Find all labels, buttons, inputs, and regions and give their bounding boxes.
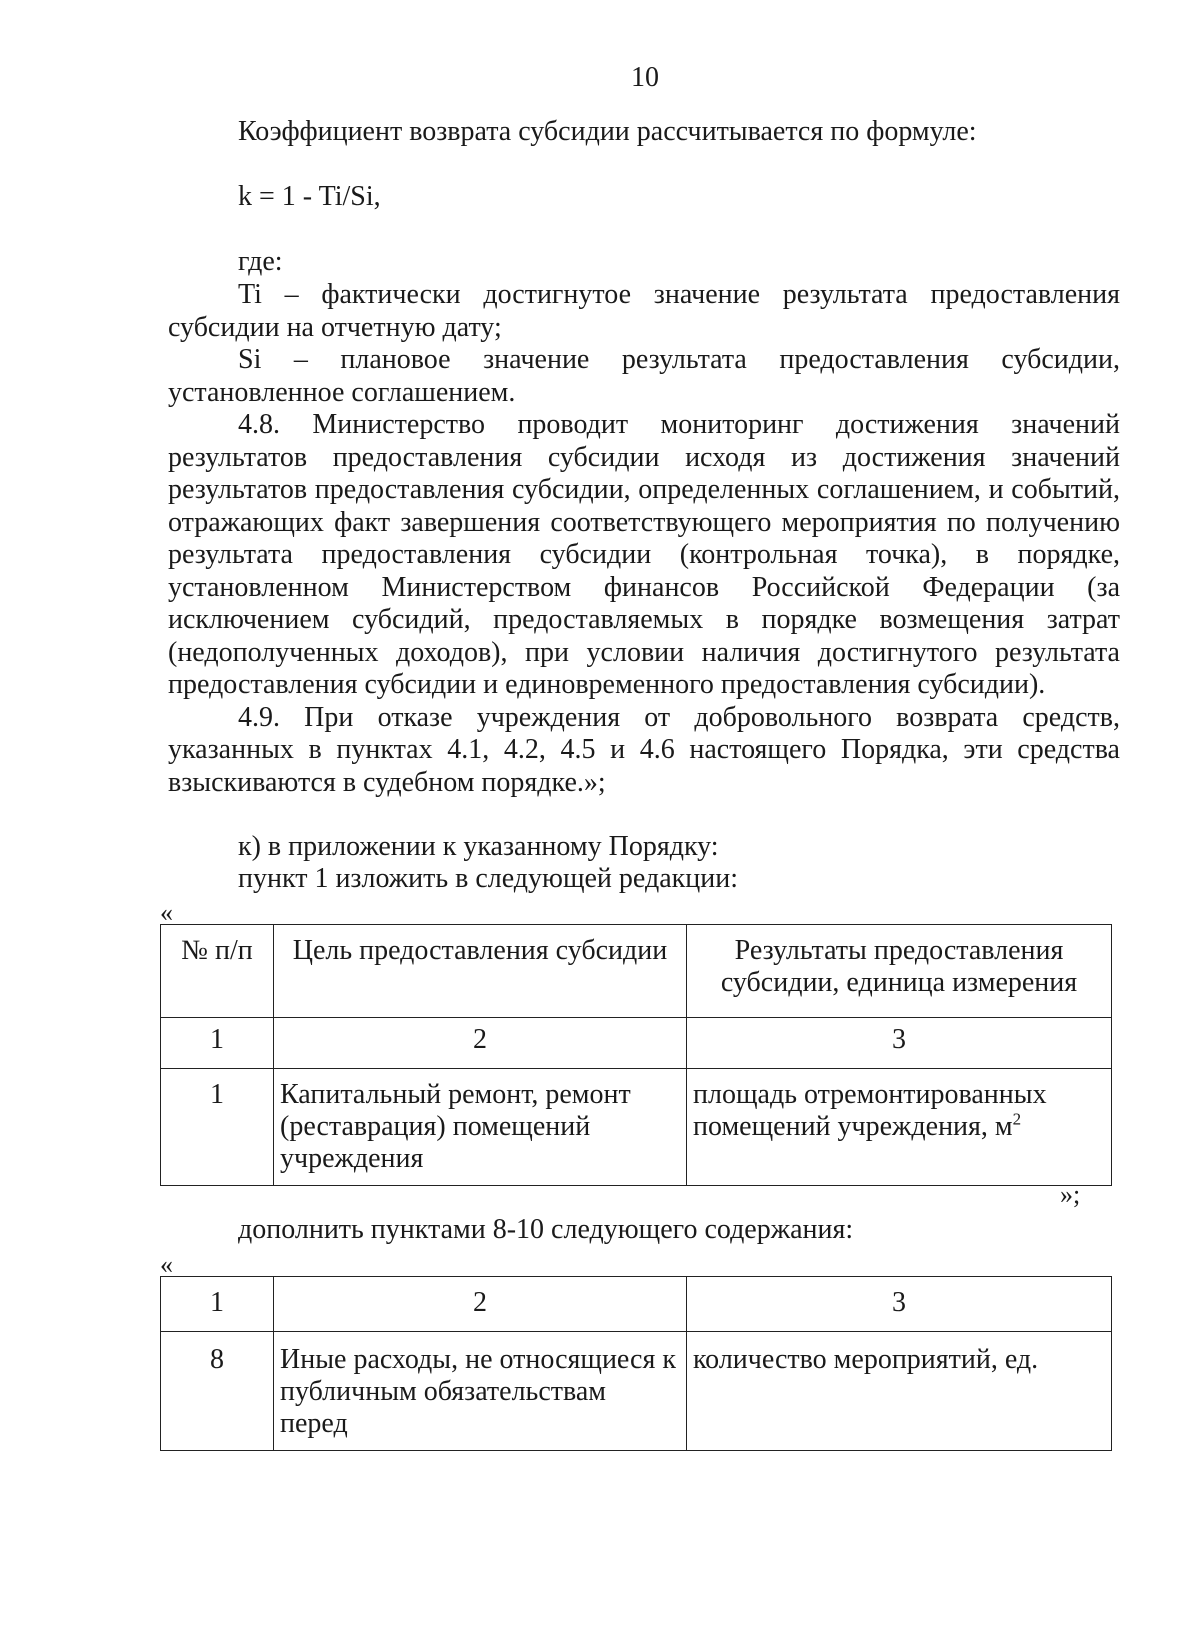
paragraph-4-8: 4.8. Министерство проводит мониторинг достижения значений результатов предоставления субсидии исходя из достижения значений результатов предоставления субсидии, определенных соглашением, и событий, отражающих факт завершения соответствующего мероприятия по получению результата предоставления субсидии (контрольная точка), в порядке, установленном Министерством финансов Российской Федерации (за исключением субсидий, предоставляемых в порядке возмещения затрат (недополученных доходов), при условии наличия достигнутого результата предоставления субсидии и единовременного предоставления субсидии). xyxy=(168,409,1120,700)
formula-intro: Коэффициент возврата субсидии рассчитывается по формуле: xyxy=(238,116,977,147)
ti-definition: Ti – фактически достигнутое значение результата предоставления субсидии на отчетную дату; xyxy=(168,279,1120,343)
point-1-instruction: пункт 1 изложить в следующей редакции: xyxy=(238,863,738,894)
row-goal: Иные расходы, не относящиеся к публичным обязательствам перед xyxy=(274,1332,687,1451)
table-numbering-row xyxy=(161,1018,1112,1069)
close-quote-1: »; xyxy=(1060,1180,1081,1209)
table-numbering-row xyxy=(161,1277,1112,1332)
row-goal: Капитальный ремонт, ремонт (реставрация) помещений учреждения xyxy=(274,1069,687,1186)
open-quote-1: « xyxy=(160,898,173,927)
table-row xyxy=(161,1332,1112,1451)
header-goal: Цель предоставления субсидии xyxy=(274,925,687,1018)
table-point-1 xyxy=(160,924,1112,1186)
open-quote-2: « xyxy=(160,1250,173,1279)
table-row xyxy=(161,1069,1112,1186)
row-result xyxy=(687,1069,1112,1186)
row-result-superscript: 2 xyxy=(1012,1109,1022,1129)
table-header-row xyxy=(161,925,1112,1018)
paragraph-4-9: 4.9. При отказе учреждения от добровольного возврата средств, указанных в пунктах 4.1, 4.2, 4.5 и 4.6 настоящего Порядка, эти средства взыскиваются в судебном порядке.»; xyxy=(168,701,1120,798)
page-number: 10 xyxy=(631,62,659,93)
table-points-8-10 xyxy=(160,1276,1112,1451)
numbering-cell: 3 xyxy=(687,1018,1112,1069)
item-k: к) в приложении к указанному Порядку: xyxy=(238,831,719,862)
numbering-cell: 1 xyxy=(161,1277,274,1332)
numbering-cell: 2 xyxy=(274,1277,687,1332)
header-result: Результаты предоставления субсидии, единица измерения xyxy=(687,925,1112,1018)
where-label: где: xyxy=(238,246,283,277)
numbering-cell: 1 xyxy=(161,1018,274,1069)
row-number: 8 xyxy=(161,1332,274,1451)
row-result-text: площадь отремонтированных помещений учреждения, м xyxy=(693,1079,1047,1142)
row-result: количество мероприятий, ед. xyxy=(687,1332,1112,1451)
row-number: 1 xyxy=(161,1069,274,1186)
numbering-cell: 3 xyxy=(687,1277,1112,1332)
supplement-instruction: дополнить пунктами 8-10 следующего содержания: xyxy=(238,1214,854,1245)
formula: k = 1 - Ti/Si, xyxy=(238,181,381,212)
si-definition: Si – плановое значение результата предоставления субсидии, установленное соглашением. xyxy=(168,344,1120,408)
header-number: № п/п xyxy=(161,925,274,1018)
numbering-cell: 2 xyxy=(274,1018,687,1069)
definitions-block xyxy=(168,279,1120,799)
